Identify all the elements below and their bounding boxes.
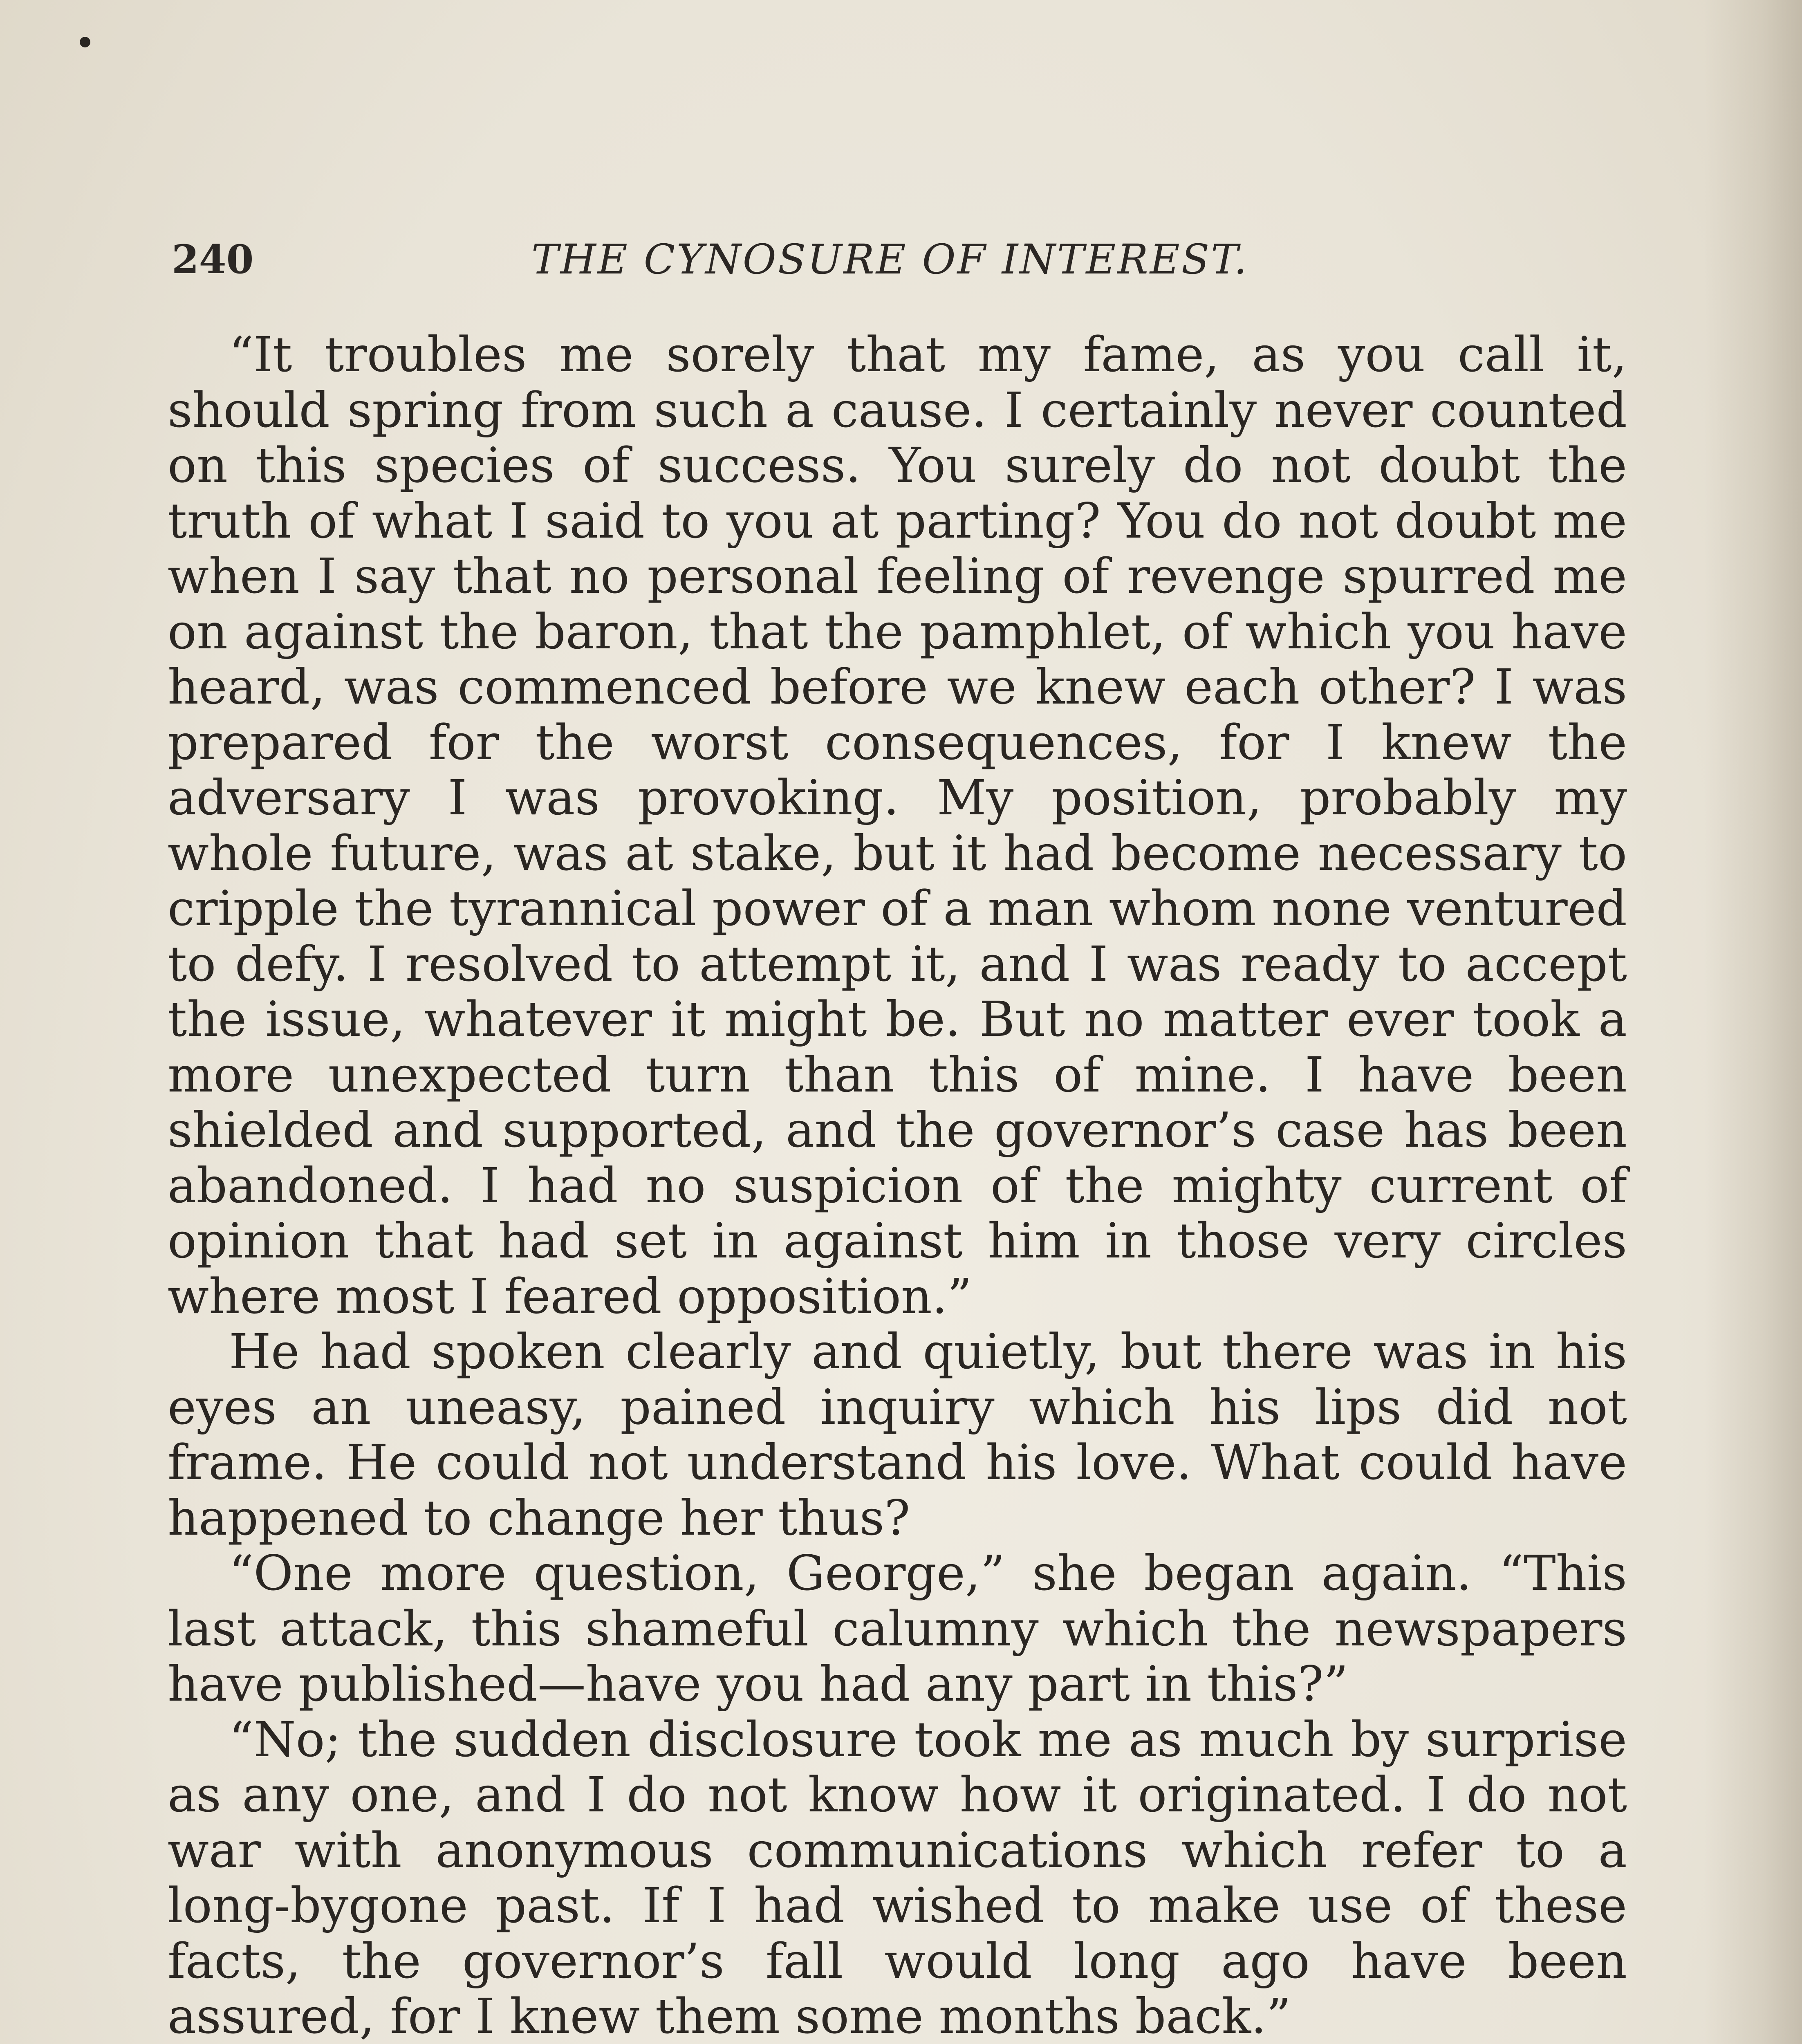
paragraph: “One more question, George,” she began again. “This last attack, this shameful calumny which the newspapers have published—have you had any part in this?” — [168, 1545, 1627, 1712]
paragraph: He had spoken clearly and quietly, but there was in his eyes an uneasy, pained inquiry which his lips did not frame. He could not understand his love. What could have happened to change her thus? — [168, 1323, 1627, 1546]
paragraph: “It troubles me sorely that my fame, as you call it, should spring from such a cause. I certainly never counted on this species of success. You surely do not doubt the truth of what I said to you at parting? You do not doubt me when I say that no personal feeling of revenge spurred me on against the baron, that the pamphlet, of which you have heard, was commenced before we knew each other? I was prepared for the worst consequences, for I knew the adversary I was provoking. My position, probably my whole future, was at stake, but it had become necessary to cripple the tyrannical power of a man whom none ventured to defy. I resolved to attempt it, and I was ready to accept the issue, whatever it might be. But no matter ever took a more unexpected turn than this of mine. I have been shielded and supported, and the governor’s case has been abandoned. I had no suspicion of the mighty current of opinion that had set in against him in those very circles where most I feared opposition.” — [168, 326, 1627, 1325]
body-text — [168, 327, 1627, 2044]
page-edge-shadow — [1704, 0, 1802, 2044]
paragraph: “No; the sudden disclosure took me as much by surprise as any one, and I do not know how it originated. I do not war with anonymous communications which refer to a long-bygone past. If I had wished to make use of these facts, the governor’s fall would long ago have been assured, for I knew them some months back.” — [168, 1711, 1627, 2044]
page-number: 240 — [172, 236, 254, 282]
ink-dot — [80, 37, 90, 47]
running-title: THE CYNOSURE OF INTEREST. — [531, 235, 1249, 283]
page-header — [172, 229, 1627, 290]
